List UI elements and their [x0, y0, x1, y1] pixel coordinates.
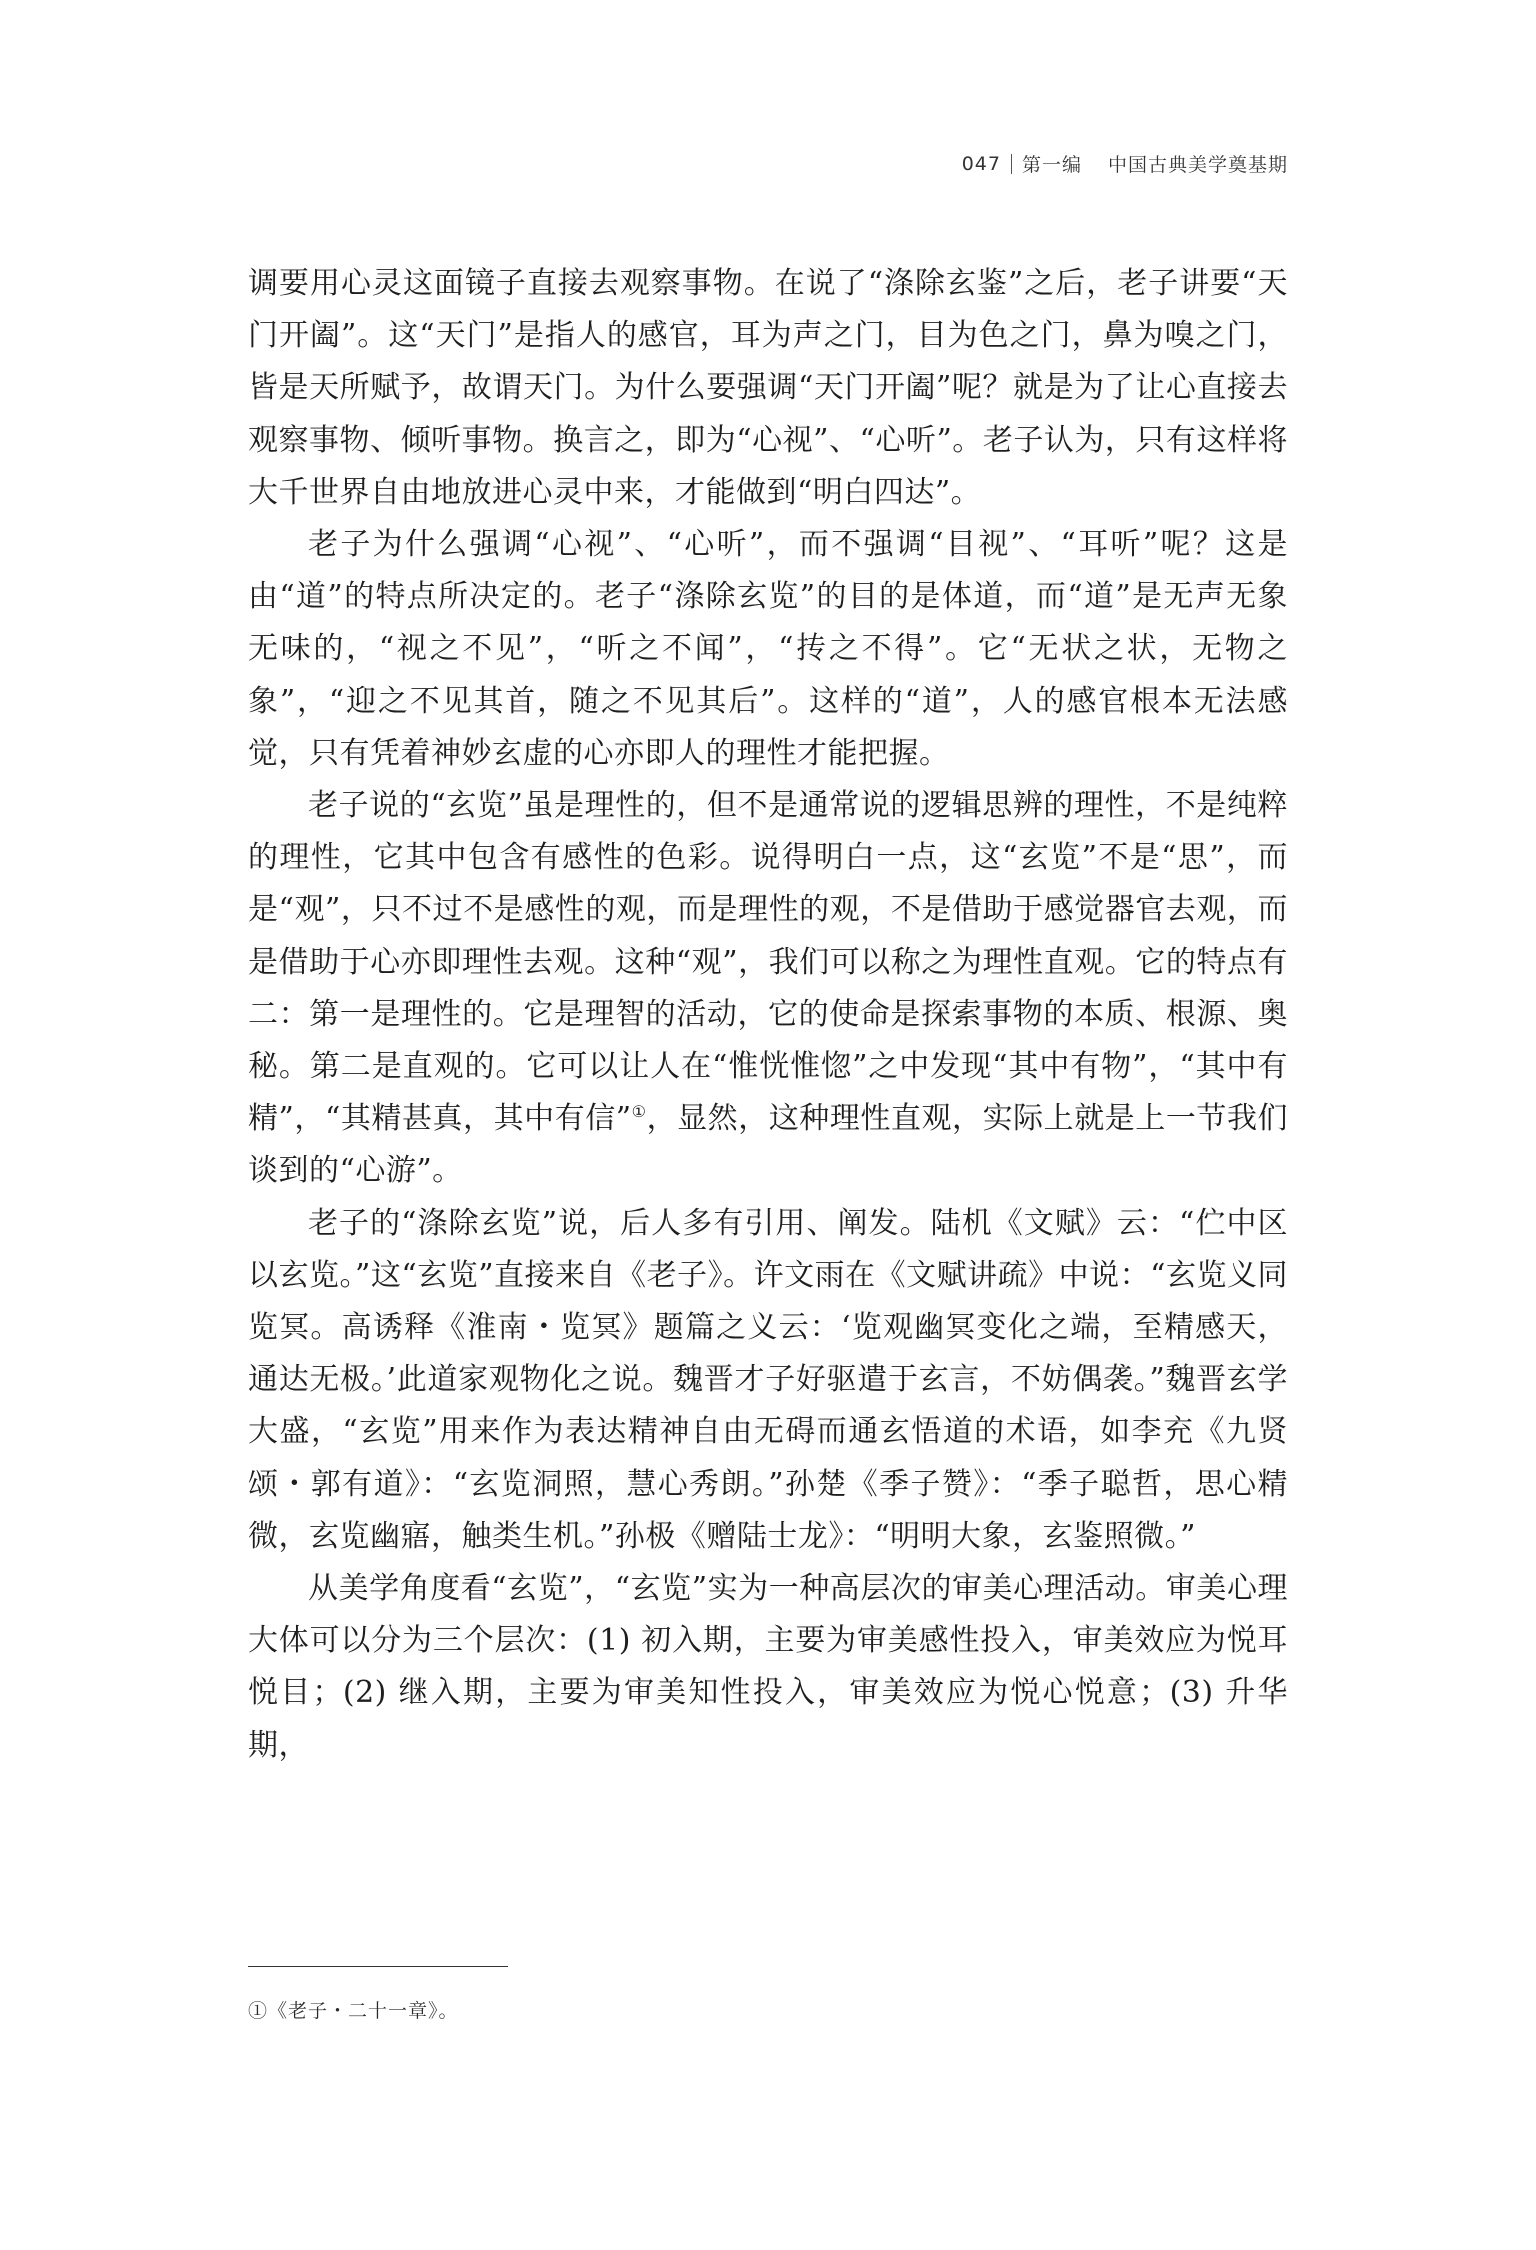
footnote: ①《老子・二十一章》。 — [248, 2000, 459, 2022]
paragraph-text: 老子说的“玄览”虽是理性的，但不是通常说的逻辑思辨的理性，不是纯粹的理性，它其中包含有感性的色彩。说得明白一点，这“玄览”不是“思”，而是“观”，只不过不是感性的观，而是理性的观，不是借助于感觉器官去观，而是借助于心亦即理性去观。这种“观”，我们可以称之为理性直观。它的特点有二：第一是理性的。它是理智的活动，它的使命是探索事物的本质、根源、奥秘。第二是直观的。它可以让人在“惟恍惟惚”之中发现“其中有物”，“其中有精”，“其精甚真，其中有信” — [248, 788, 1288, 1137]
paragraph-text: ，显然，这种理性直观，实际上就是上一节我们谈到的“心游”。 — [248, 1101, 1288, 1189]
body-text — [248, 258, 1288, 1772]
header-divider — [1011, 154, 1012, 174]
paragraph: 老子为什么强调“心视”、“心听”，而不强调“目视”、“耳听”呢？这是由“道”的特点所决定的。老子“涤除玄览”的目的是体道，而“道”是无声无象无味的，“视之不见”，“听之不闻”，“抟之不得”。它“无状之状，无物之象”，“迎之不见其首，随之不见其后”。这样的“道”，人的感官根本无法感觉，只有凭着神妙玄虚的心亦即人的理性才能把握。 — [248, 527, 1288, 771]
part-label: 第一编 — [1021, 154, 1082, 176]
footnote-reference[interactable]: ① — [631, 1102, 647, 1122]
footnote-divider — [248, 1966, 508, 1967]
paragraph — [248, 780, 1288, 1198]
chapter-title: 中国古典美学奠基期 — [1107, 154, 1288, 176]
running-header — [962, 150, 1288, 177]
paragraph: 老子的“涤除玄览”说，后人多有引用、阐发。陆机《文赋》云：“伫中区以玄览。”这“玄览”直接来自《老子》。许文雨在《文赋讲疏》中说：“玄览义同览冥。高诱释《淮南・览冥》题篇之义云：‘览观幽冥变化之端，至精感天，通达无极。’此道家观物化之说。魏晋才子好驱遣于玄言，不妨偶袭。”魏晋玄学大盛，“玄览”用来作为表达精神自由无碍而通玄悟道的术语，如李充《九贤颂・郭有道》：“玄览洞照，慧心秀朗。”孙楚《季子赞》：“季子聪哲，思心精微，玄览幽寤，触类生机。”孙极《赠陆士龙》：“明明大象，玄鉴照微。” — [248, 1205, 1288, 1554]
paragraph: 从美学角度看“玄览”，“玄览”实为一种高层次的审美心理活动。审美心理大体可以分为三个层次：(1) 初入期，主要为审美感性投入，审美效应为悦耳悦目；(2) 继入期，主要为审美知性投入，审美效应为悦心悦意；(3) 升华期， — [248, 1571, 1288, 1763]
paragraph-continued: 调要用心灵这面镜子直接去观察事物。在说了“涤除玄鉴”之后，老子讲要“天门开阖”。这“天门”是指人的感官，耳为声之门，目为色之门，鼻为嗅之门，皆是天所赋予，故谓天门。为什么要强调“天门开阖”呢？就是为了让心直接去观察事物、倾听事物。换言之，即为“心视”、“心听”。老子认为，只有这样将大千世界自由地放进心灵中来，才能做到“明白四达”。 — [248, 266, 1288, 510]
page-number: 047 — [961, 152, 1001, 175]
